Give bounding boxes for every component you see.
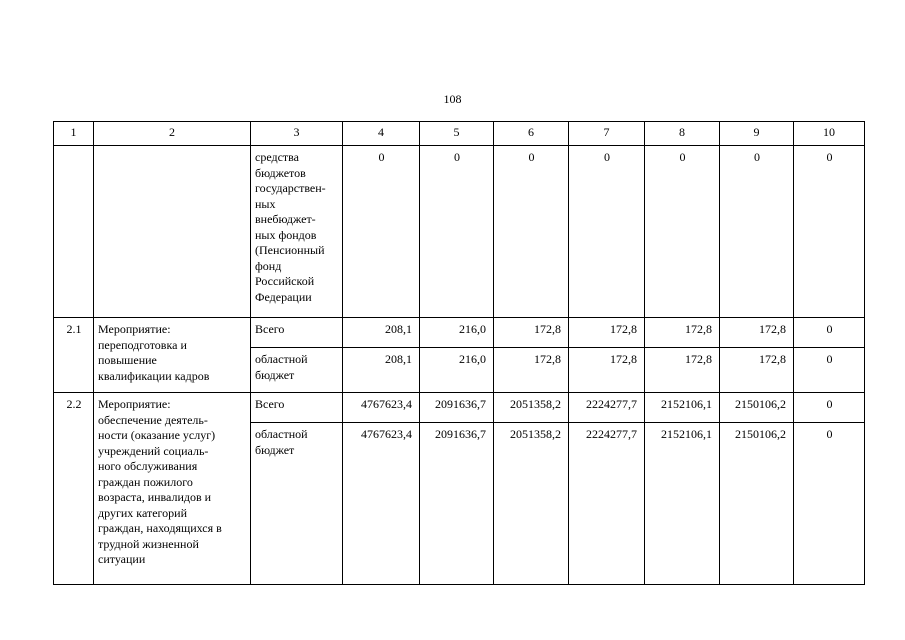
title-line: переподготовка и (98, 337, 187, 352)
column-header: 1 (54, 122, 94, 146)
column-header: 4 (343, 122, 420, 146)
source-line: бюджет (255, 442, 295, 457)
source-line: ных (255, 196, 276, 211)
item-number-cell (54, 146, 94, 318)
table-row-source-funds (54, 146, 865, 318)
value-cell: 0 (794, 348, 865, 393)
table-row-2-2-total (54, 393, 865, 423)
value-cell: 2051358,2 (494, 423, 569, 585)
value-cell: 172,8 (494, 348, 569, 393)
item-title-cell (94, 318, 251, 393)
funding-source-cell: Всего (251, 393, 343, 423)
value-cell: 2150106,2 (720, 393, 794, 423)
title-line: ситуации (98, 552, 146, 566)
value-cell: 0 (420, 146, 494, 318)
table-row-2-1-total (54, 318, 865, 348)
title-line: повышение (98, 353, 157, 367)
value-cell: 2152106,1 (645, 423, 720, 585)
value-cell: 2150106,2 (720, 423, 794, 585)
source-line: бюджет (255, 367, 295, 382)
column-header: 8 (645, 122, 720, 146)
value-cell: 2051358,2 (494, 393, 569, 423)
budget-table (53, 121, 865, 585)
value-cell: 0 (794, 146, 865, 318)
value-cell: 172,8 (720, 348, 794, 393)
source-line: фонд (255, 258, 282, 273)
value-cell: 216,0 (420, 318, 494, 348)
title-line: квалификации кадров (98, 368, 210, 383)
title-line: других категорий (98, 505, 187, 520)
column-header: 2 (94, 122, 251, 146)
source-line: средства (255, 150, 300, 164)
value-cell: 172,8 (645, 348, 720, 393)
column-header: 3 (251, 122, 343, 146)
value-cell: 2224277,7 (569, 393, 645, 423)
value-cell: 2091636,7 (420, 423, 494, 585)
funding-source-cell (251, 146, 343, 318)
title-line: Мероприятие: (98, 397, 171, 411)
value-cell: 2224277,7 (569, 423, 645, 585)
title-line: граждан, находящихся в (98, 521, 222, 535)
value-cell: 0 (343, 146, 420, 318)
item-number-cell: 2.1 (54, 318, 94, 393)
column-header: 5 (420, 122, 494, 146)
funding-source-cell (251, 423, 343, 585)
source-line: областной (255, 427, 308, 441)
value-cell: 0 (569, 146, 645, 318)
item-title-cell (94, 146, 251, 318)
value-cell: 2091636,7 (420, 393, 494, 423)
value-cell: 172,8 (569, 348, 645, 393)
value-cell: 216,0 (420, 348, 494, 393)
column-header: 6 (494, 122, 569, 146)
column-header: 7 (569, 122, 645, 146)
title-line: трудной жизненной (98, 536, 199, 551)
source-line: ных фондов (255, 227, 317, 242)
source-line: Российской (255, 274, 315, 288)
title-line: учреждений социаль- (98, 443, 209, 458)
title-line: Мероприятие: (98, 322, 171, 336)
value-cell: 0 (645, 146, 720, 318)
value-cell: 4767623,4 (343, 393, 420, 423)
value-cell: 172,8 (645, 318, 720, 348)
source-line: Федерации (255, 289, 312, 304)
funding-source-cell (251, 348, 343, 393)
value-cell: 208,1 (343, 318, 420, 348)
column-header: 9 (720, 122, 794, 146)
item-number-cell: 2.2 (54, 393, 94, 585)
header-row (54, 122, 865, 146)
source-line: бюджетов (255, 165, 306, 180)
value-cell: 172,8 (720, 318, 794, 348)
source-line: областной (255, 352, 308, 366)
value-cell: 0 (794, 318, 865, 348)
value-cell: 0 (494, 146, 569, 318)
source-line: государствен- (255, 181, 326, 195)
value-cell: 4767623,4 (343, 423, 420, 585)
value-cell: 0 (794, 423, 865, 585)
column-header: 10 (794, 122, 865, 146)
value-cell: 0 (794, 393, 865, 423)
title-line: граждан пожилого (98, 474, 193, 489)
title-line: возраста, инвалидов и (98, 490, 212, 504)
title-line: ного обслуживания (98, 459, 198, 473)
source-line: внебюджет- (255, 212, 316, 226)
item-title-cell (94, 393, 251, 585)
title-line: ности (оказание услуг) (98, 428, 216, 442)
source-line: (Пенсионный (255, 243, 325, 257)
value-cell: 2152106,1 (645, 393, 720, 423)
page-number: 108 (443, 92, 462, 106)
value-cell: 172,8 (494, 318, 569, 348)
value-cell: 172,8 (569, 318, 645, 348)
value-cell: 208,1 (343, 348, 420, 393)
title-line: обеспечение деятель- (98, 412, 208, 427)
value-cell: 0 (720, 146, 794, 318)
funding-source-cell: Всего (251, 318, 343, 348)
